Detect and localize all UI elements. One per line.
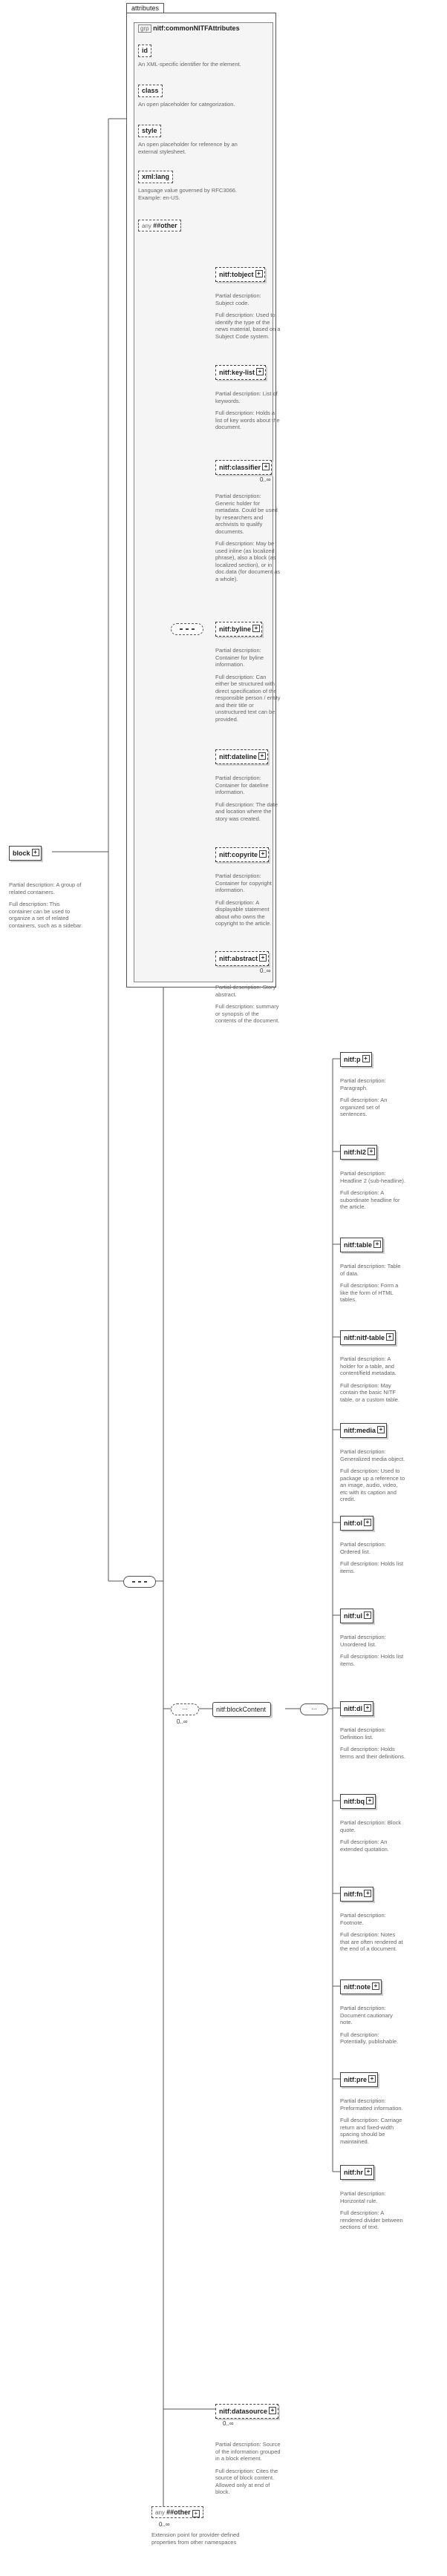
- attr-class-desc: An open placeholder for categorization.: [138, 101, 235, 108]
- element-description: Partial description: Ordered list. Full description: Holds list items.: [340, 1541, 404, 1574]
- expand-icon[interactable]: +: [364, 1704, 371, 1712]
- element-description: Partial description: Horizontal rule. Full description: A rendered divider between sections of text.: [340, 2190, 403, 2230]
- element-description: Partial description: Footnote. Full description: Notes that are often rendered at the end of a document.: [340, 1912, 403, 1952]
- attr-id[interactable]: id: [138, 45, 151, 57]
- element-dateline[interactable]: nitf:dateline +: [215, 749, 268, 764]
- element-description: Partial description: Headline 2 (sub-headline). Full description: A subordinate headline for the article.: [340, 1170, 405, 1210]
- element-note[interactable]: nitf:note +: [340, 1979, 382, 1994]
- expand-icon[interactable]: +: [252, 625, 260, 632]
- group-name: nitf:commonNITFAttributes: [153, 24, 240, 32]
- element-description: Partial description: Document cautionary note. Full description: Potentially, publishable.: [340, 2005, 399, 2045]
- expand-icon[interactable]: +: [192, 2510, 200, 2517]
- element-description: Partial description: Preformatted information. Full description: Carriage return and fixed-width spacing should be maintained.: [340, 2097, 403, 2145]
- element-description: Partial description: Story abstract. Full description: summary or synopsis of the contents of the document.: [215, 984, 280, 1024]
- attr-id-desc: An XML-specific identifier for the element.: [138, 61, 241, 68]
- expand-icon[interactable]: +: [366, 1797, 373, 1804]
- any-other-occurrence: 0..∞: [159, 2521, 170, 2528]
- element-copyrite[interactable]: nitf:copyrite +: [215, 847, 269, 862]
- expand-icon[interactable]: +: [256, 368, 264, 375]
- group-block-content[interactable]: nitf:blockContent: [212, 1702, 271, 1717]
- element-dl[interactable]: nitf:dl +: [340, 1701, 373, 1716]
- element-description: Partial description: Container for byline information. Full description: Can either be structured with direct specification of the responsible person / entity and their title or unstructured text can be provided.: [215, 647, 281, 723]
- element-description: Partial description: Unordered list. Full description: Holds list items.: [340, 1634, 404, 1667]
- expand-icon[interactable]: +: [259, 954, 267, 962]
- element-datasource[interactable]: nitf:datasource +: [215, 2404, 278, 2419]
- element-fn[interactable]: nitf:fn +: [340, 1887, 373, 1902]
- choice-compositor[interactable]: ⋯: [171, 1703, 199, 1715]
- any-other-description: Extension point for provider-defined properties from other namespaces: [151, 2531, 240, 2546]
- block-content-choice[interactable]: ⋯: [300, 1703, 328, 1715]
- element-hr[interactable]: nitf:hr +: [340, 2165, 374, 2180]
- element-description: Partial description: Container for dateline information. Full description: The date and location where the story was created.: [215, 775, 278, 822]
- expand-icon[interactable]: +: [368, 1148, 375, 1155]
- element-abstract[interactable]: nitf:abstract +: [215, 951, 269, 966]
- expand-icon[interactable]: +: [364, 1890, 371, 1897]
- datasource-occurrence: 0..∞: [223, 2420, 234, 2427]
- element-ul[interactable]: nitf:ul +: [340, 1609, 373, 1623]
- element-bq[interactable]: nitf:bq +: [340, 1794, 376, 1809]
- element-description: Partial description: Block quote. Full description: An extended quotation.: [340, 1819, 402, 1853]
- expand-icon[interactable]: +: [258, 752, 266, 760]
- element-description: Partial description: A holder for a table, and content/field metadata. Full description: May contain the basic NITF table, or a custom table.: [340, 1356, 400, 1403]
- element-ol[interactable]: nitf:ol +: [340, 1516, 373, 1531]
- expand-icon[interactable]: +: [364, 1519, 371, 1526]
- attr-style[interactable]: style: [138, 125, 161, 137]
- any-other-element[interactable]: any ##other +: [151, 2506, 203, 2518]
- element-hl2[interactable]: nitf:hl2 +: [340, 1145, 377, 1160]
- element-description: Partial description: List of keywords. Full description: Holds a list of key words about the document.: [215, 390, 280, 430]
- element-nitf-table[interactable]: nitf:nitf-table +: [340, 1330, 396, 1345]
- attr-class[interactable]: class: [138, 85, 163, 97]
- element-description: Partial description: Generic holder for metadata. Could be used by researchers and archivists to qualify documents. Full description: May be used inline (as localized phrase), also a block (as localized section), or in doc.data (for document as a whole).: [215, 493, 281, 582]
- attr-any-other[interactable]: any ##other: [138, 220, 181, 231]
- choice-occurrence: 0..∞: [177, 1718, 188, 1725]
- element-description: Partial description: Table of data. Full description: Form a like the form of HTML tables.: [340, 1263, 401, 1303]
- expand-icon[interactable]: +: [377, 1426, 385, 1433]
- occurrence: 0..∞: [260, 476, 271, 483]
- expand-icon[interactable]: +: [373, 1241, 381, 1248]
- expand-icon[interactable]: +: [362, 1055, 370, 1062]
- block-description: Partial description: A group of related containers. Full description: This container can be used to organize a set of related containers, such as a sidebar.: [9, 881, 83, 929]
- attributes-tab: attributes: [126, 3, 164, 13]
- element-description: Partial description: Generalized media object. Full description: Used to package up a reference to an image, audio, video, etc with its caption and credit.: [340, 1448, 405, 1502]
- element-description: Partial description: Definition list. Full description: Holds terms and their definitions.: [340, 1726, 405, 1760]
- expand-icon[interactable]: +: [32, 849, 39, 856]
- element-table[interactable]: nitf:table +: [340, 1238, 383, 1252]
- expand-icon[interactable]: +: [365, 2168, 372, 2175]
- element-block[interactable]: block +: [9, 846, 42, 861]
- attr-xml-lang[interactable]: xml:lang: [138, 171, 173, 183]
- element-pre[interactable]: nitf:pre +: [340, 2072, 378, 2087]
- datasource-description: Partial description: Source of the information grouped in a block element. Full description: Cites the source of block content. Allowed only at end of block.: [215, 2441, 281, 2495]
- occurrence: 0..∞: [260, 967, 271, 974]
- attr-xml-lang-desc: Language value governed by RFC3066. Example: en-US.: [138, 187, 238, 201]
- attribute-group-header: [138, 24, 240, 32]
- element-p[interactable]: nitf:p +: [340, 1052, 372, 1067]
- element-media[interactable]: nitf:media +: [340, 1423, 387, 1438]
- element-classifier[interactable]: nitf:classifier +: [215, 460, 272, 475]
- expand-icon[interactable]: +: [386, 1333, 394, 1341]
- element-description: Partial description: Paragraph. Full description: An organized set of sentences.: [340, 1077, 388, 1117]
- expand-icon[interactable]: +: [269, 2407, 276, 2414]
- expand-icon[interactable]: +: [259, 850, 267, 858]
- element-tobject[interactable]: nitf:tobject +: [215, 267, 265, 282]
- expand-icon[interactable]: +: [368, 2075, 376, 2083]
- metadata-sequence-compositor[interactable]: [171, 623, 203, 635]
- expand-icon[interactable]: +: [364, 1611, 371, 1619]
- expand-icon[interactable]: +: [255, 270, 263, 277]
- element-description: Partial description: Subject code. Full description: Used to identify the type of the news material, based on a Subject Code system.: [215, 292, 281, 340]
- attr-style-desc: An open placeholder for reference by an external stylesheet.: [138, 141, 238, 155]
- expand-icon[interactable]: +: [372, 1982, 379, 1990]
- group-prefix: grp: [138, 24, 151, 33]
- element-byline[interactable]: nitf:byline +: [215, 622, 262, 637]
- expand-icon[interactable]: +: [262, 463, 270, 470]
- main-sequence-compositor[interactable]: [123, 1576, 156, 1588]
- element-description: Partial description: Container for copyright information. Full description: A displayable statement about who owns the copyright to the article.: [215, 873, 272, 927]
- element-key-list[interactable]: nitf:key-list +: [215, 365, 266, 380]
